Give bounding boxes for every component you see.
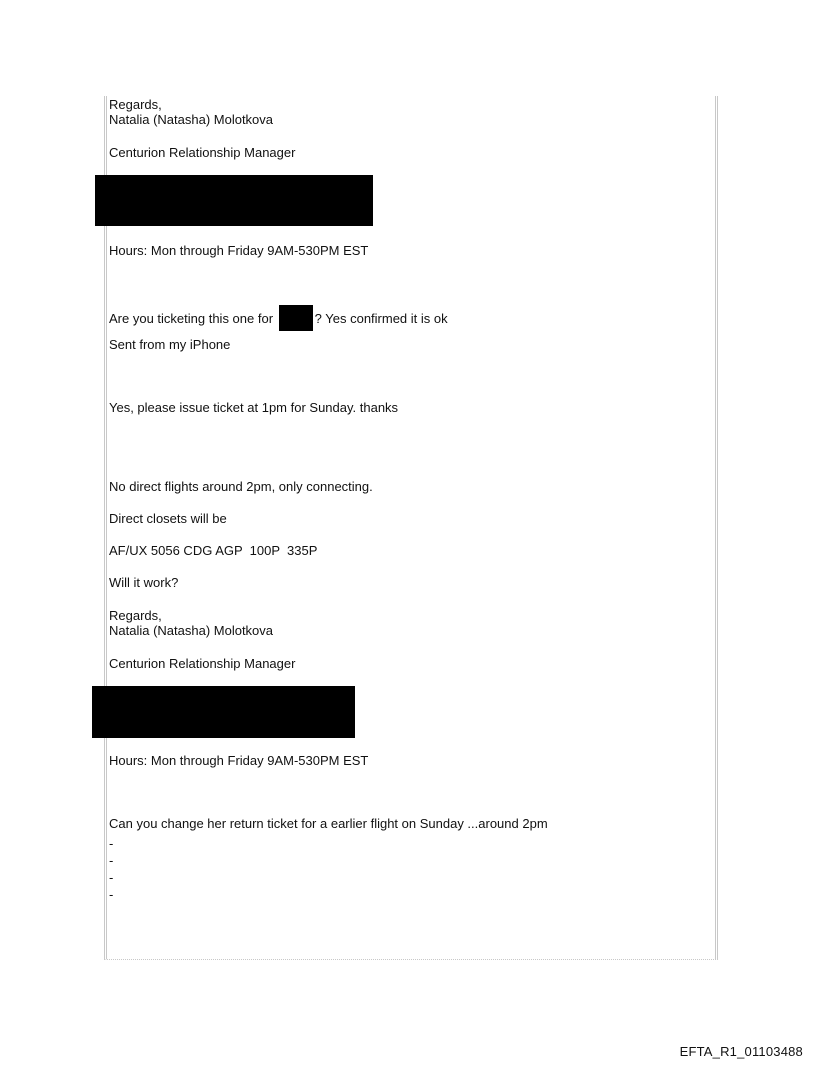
redaction-block-2 [92, 686, 355, 738]
sender-title-2: Centurion Relationship Manager [109, 656, 296, 671]
dash-item: - [109, 887, 114, 902]
ticketing-question-before: Are you ticketing this one for [109, 311, 277, 326]
change-request-text: Can you change her return ticket for a earlier flight on Sunday ...around 2pm [109, 816, 548, 831]
hours-text-2: Hours: Mon through Friday 9AM-530PM EST [109, 753, 369, 768]
direct-closest-text: Direct closets will be [109, 511, 227, 526]
will-it-work-text: Will it work? [109, 575, 179, 590]
dash-item: - [109, 870, 114, 885]
dash-list [109, 835, 113, 903]
redaction-block [95, 175, 373, 226]
sender-title: Centurion Relationship Manager [109, 145, 296, 160]
flight-line-text: AF/UX 5056 CDG AGP 100P 335P [109, 543, 318, 558]
ticketing-question-after: ? Yes confirmed it is ok [314, 311, 448, 326]
ticketing-question [109, 305, 448, 331]
sent-from-text: Sent from my iPhone [109, 337, 231, 352]
regards-text-2: Regards, [109, 608, 162, 623]
document-id: EFTA_R1_01103488 [679, 1044, 803, 1059]
inline-redaction [279, 305, 313, 331]
sender-name-2: Natalia (Natasha) Molotkova [109, 623, 274, 638]
no-direct-flights-text: No direct flights around 2pm, only connecting. [109, 479, 373, 494]
dash-item: - [109, 836, 114, 851]
sender-name: Natalia (Natasha) Molotkova [109, 112, 274, 127]
regards-text: Regards, [109, 97, 162, 112]
dash-item: - [109, 853, 114, 868]
hours-text: Hours: Mon through Friday 9AM-530PM EST [109, 243, 369, 258]
issue-request-text: Yes, please issue ticket at 1pm for Sunday. thanks [109, 400, 399, 415]
